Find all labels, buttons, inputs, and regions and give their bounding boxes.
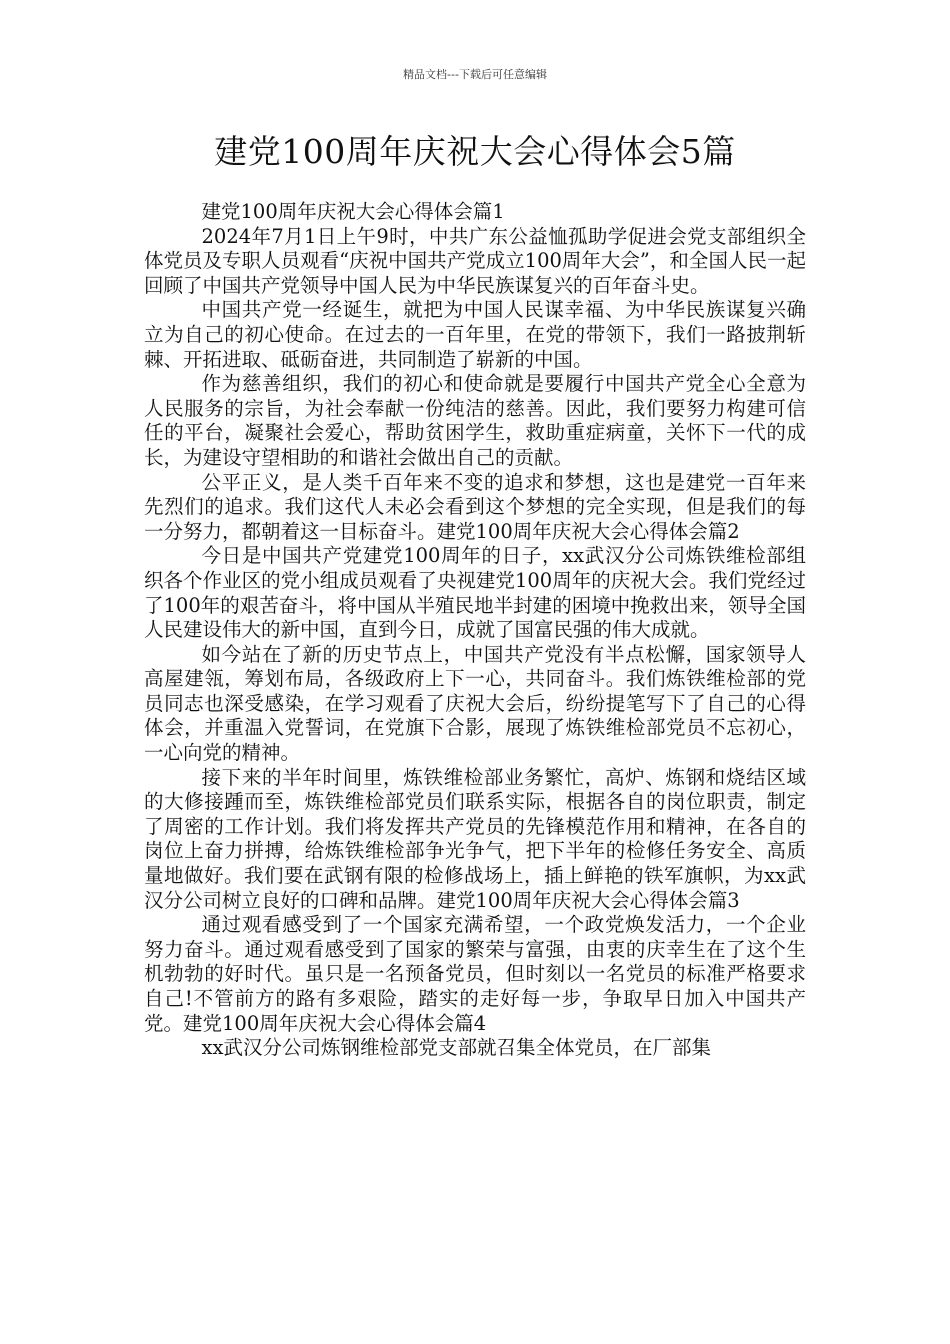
section-heading-1: 建党100周年庆祝大会心得体会篇1 <box>201 200 505 223</box>
document-body <box>144 200 806 1061</box>
paragraph: 作为慈善组织，我们的初心和使命就是要履行中国共产党全心全意为人民服务的宗旨，为社会奉献一份纯洁的慈善。因此，我们要努力构建可信任的平台，凝聚社会爱心，帮助贫困学生，救助重症病童，关怀下一代的成长，为建设守望相助的和谐社会做出自己的贡献。 <box>144 372 806 469</box>
header-note: 精品文档---下载后可任意编辑 <box>403 68 547 81</box>
paragraph: 通过观看感受到了一个国家充满希望，一个政党焕发活力，一个企业努力奋斗。通过观看感受到了国家的繁荣与富强，由衷的庆幸生在了这个生机勃勃的好时代。虽只是一名预备党员，但时刻以一名党员的标准严格要求自己!不管前方的路有多艰险，踏实的走好每一步，争取早日加入中国共产党。建党100周年庆祝大会心得体会篇4 <box>144 913 806 1035</box>
paragraph: 2024年7月1日上午9时，中共广东公益恤孤助学促进会党支部组织全体党员及专职人员观看“庆祝中国共产党成立100周年大会”，和全国人民一起回顾了中国共产党领导中国人民为中华民族谋复兴的百年奋斗史。 <box>144 224 806 297</box>
paragraph: 公平正义，是人类千百年来不变的追求和梦想，这也是建党一百年来先烈们的追求。我们这代人未必会看到这个梦想的完全实现，但是我们的每一分努力，都朝着这一目标奋斗。建党100周年庆祝大会心得体会篇2 <box>144 470 806 543</box>
paragraph: 如今站在了新的历史节点上，中国共产党没有半点松懈，国家领导人高屋建瓴，筹划布局，各级政府上下一心，共同奋斗。我们炼铁维检部的党员同志也深受感染，在学习观看了庆祝大会后，纷纷提笔写下了自己的心得体会，并重温入党誓词，在党旗下合影，展现了炼铁维检部党员不忘初心，一心向党的精神。 <box>144 642 806 765</box>
paragraph: xx武汉分公司炼钢维检部党支部就召集全体党员，在厂部集 <box>201 1036 712 1060</box>
paragraph: 接下来的半年时间里，炼铁维检部业务繁忙，高炉、炼钢和烧结区域的大修接踵而至，炼铁维检部党员们联系实际，根据各自的岗位职责，制定了周密的工作计划。我们将发挥共产党员的先锋模范作用和精神，在各自的岗位上奋力拼搏，给炼铁维检部争光争气，把下半年的检修任务安全、高质量地做好。我们要在武钢有限的检修战场上，插上鲜艳的铁军旗帜，为xx武汉分公司树立良好的口碑和品牌。建党100周年庆祝大会心得体会篇3 <box>144 765 806 912</box>
document-title: 建党100周年庆祝大会心得体会5篇 <box>214 132 736 171</box>
paragraph: 中国共产党一经诞生，就把为中国人民谋幸福、为中华民族谋复兴确立为自己的初心使命。在过去的一百年里，在党的带领下，我们一路披荆斩棘、开拓进取、砥砺奋进，共同制造了崭新的中国。 <box>144 298 806 371</box>
paragraph: 今日是中国共产党建党100周年的日子，xx武汉分公司炼铁维检部组织各个作业区的党小组成员观看了央视建党100周年的庆祝大会。我们党经过了100年的艰苦奋斗，将中国从半殖民地半封建的困境中挽救出来，领导全国人民建设伟大的新中国，直到今日，成就了国富民强的伟大成就。 <box>144 544 806 642</box>
